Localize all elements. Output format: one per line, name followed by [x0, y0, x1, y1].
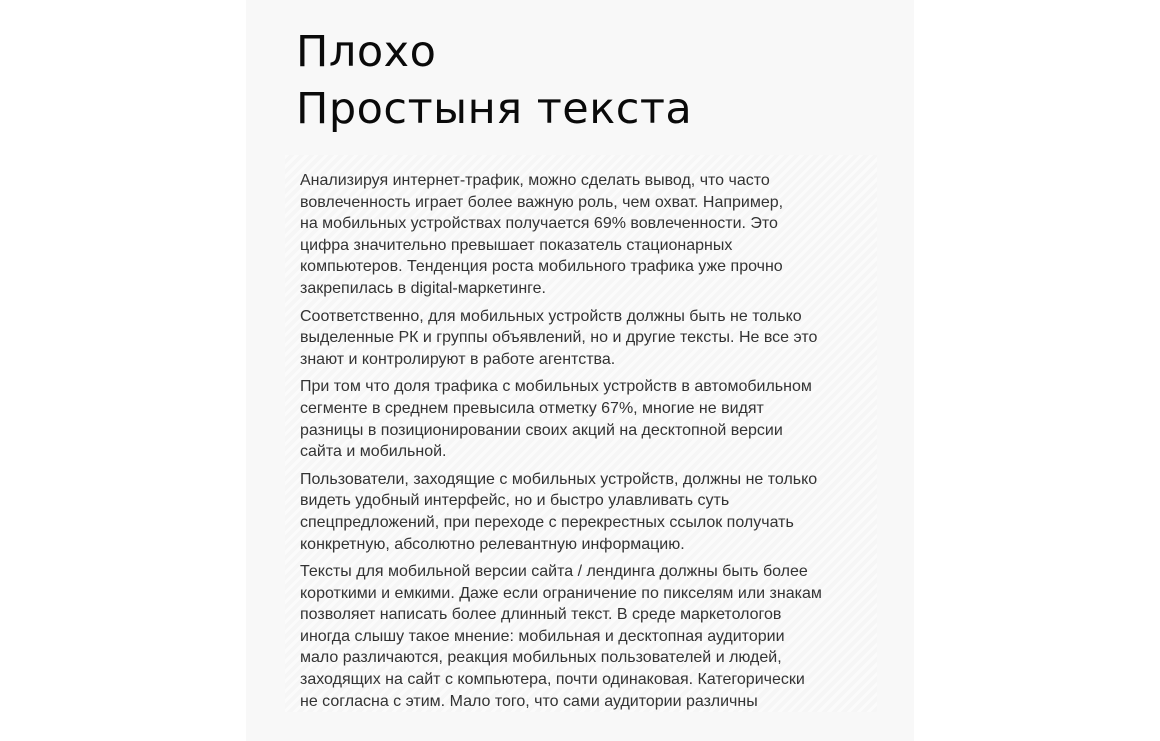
text-line: позволяет написать более длинный текст. В среде маркетологов — [300, 606, 782, 624]
paragraph — [285, 561, 860, 712]
text-line: Соответственно, для мобильных устройств должны быть не только — [300, 307, 802, 325]
text-line: вовлеченность играет более важную роль, чем охват. Например, — [300, 193, 784, 211]
text-line: Анализируя интернет-трафик, можно сделать вывод, что часто — [300, 172, 770, 189]
text-line: мало различаются, реакция мобильных пользователей и людей, — [300, 649, 782, 667]
slide-panel — [246, 0, 914, 741]
text-line: конкретную, абсолютно релевантную информацию. — [300, 535, 685, 553]
text-line: цифра значительно превышает показатель стационарных — [300, 236, 733, 254]
text-line: короткими и емкими. Даже если ограничение по пикселям или знакам — [300, 584, 822, 602]
text-line: закрепилась в digital-маркетинге. — [300, 279, 546, 297]
text-line: сегменте в среднем превысила отметку 67%, многие не видят — [300, 399, 764, 417]
text-line: на мобильных устройствах получается 69% вовлеченности. Это — [300, 215, 778, 233]
paragraph — [285, 376, 860, 462]
text-line: Тексты для мобильной версии сайта / лендинга должны быть более — [300, 563, 808, 581]
paragraph — [285, 155, 860, 300]
text-block — [285, 155, 877, 712]
paragraph — [285, 306, 860, 371]
text-line: иногда слышу такое мнение: мобильная и десктопная аудитории — [300, 627, 785, 645]
text-line: знают и контролируют в работе агентства. — [300, 350, 616, 368]
paragraph — [285, 469, 860, 555]
text-line: спецпредложений, при переходе с перекрестных ссылок получать — [300, 513, 794, 531]
text-line: компьютеров. Тенденция роста мобильного трафика уже прочно — [300, 258, 783, 276]
text-line: разницы в позиционировании своих акций на десктопной версии — [300, 421, 783, 439]
title-line-verdict: Плохо — [296, 27, 437, 77]
text-line: видеть удобный интерфейс, но и быстро улавливать суть — [300, 492, 730, 510]
title-line-subject: Простыня текста — [296, 84, 693, 134]
text-line: сайта и мобильной. — [300, 443, 447, 461]
slide-title — [296, 24, 692, 138]
text-line: заходящих на сайт с компьютера, почти одинаковая. Категорически — [300, 671, 805, 689]
text-line: Пользователи, заходящие с мобильных устройств, должны не только — [300, 470, 818, 488]
text-line: выделенные РК и группы объявлений, но и другие тексты. Не все это — [300, 329, 818, 347]
text-line: При том что доля трафика с мобильных устройств в автомобильном — [300, 378, 812, 396]
text-line: не согласна с этим. Мало того, что сами аудитории различны — [300, 692, 758, 710]
